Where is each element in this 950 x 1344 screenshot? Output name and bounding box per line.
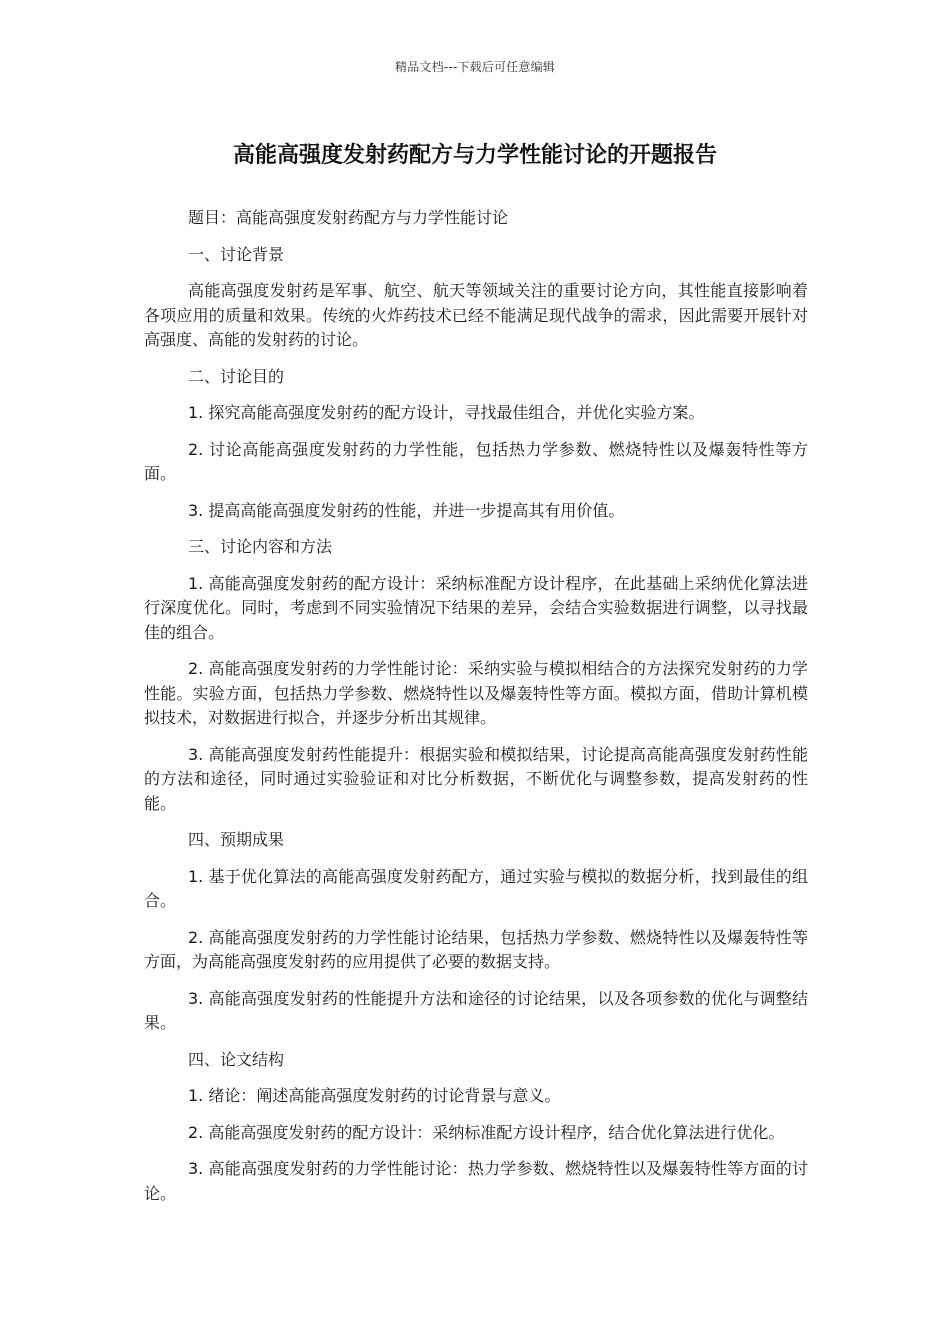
content-item-1: 1. 高能高强度发射药的配方设计：采纳标准配方设计程序，在此基础上采纳优化算法进行深度优化。同时，考虑到不同实验情况下结果的差异，会结合实验数据进行调整，以寻找最佳的组合。	[144, 573, 808, 642]
section-heading-expected-results: 四、预期成果	[188, 830, 285, 849]
section-heading-background: 一、讨论背景	[188, 244, 285, 264]
section-heading-content-methods: 三、讨论内容和方法	[188, 537, 333, 556]
result-item-1: 1. 基于优化算法的高能高强度发射药配方，通过实验与模拟的数据分析，找到最佳的组合。	[144, 866, 808, 910]
section-heading-thesis-structure: 四、论文结构	[188, 1049, 285, 1069]
document-body	[144, 206, 808, 1218]
structure-item-1: 1. 绪论：阐述高能高强度发射药的讨论背景与意义。	[188, 1086, 561, 1105]
purpose-item-2: 2. 讨论高能高强度发射药的力学性能，包括热力学参数、燃烧特性以及爆轰特性等方面。	[144, 439, 808, 483]
content-item-3: 3. 高能高强度发射药性能提升：根据实验和模拟结果，讨论提高高能高强度发射药性能的方法和途径，同时通过实验验证和对比分析数据，不断优化与调整参数，提高发射药的性能。	[144, 744, 808, 813]
structure-item-2: 2. 高能高强度发射药的配方设计：采纳标准配方设计程序，结合优化算法进行优化。	[188, 1122, 785, 1142]
result-item-2: 2. 高能高强度发射药的力学性能讨论结果，包括热力学参数、燃烧特性以及爆轰特性等方面，为高能高强度发射药的应用提供了必要的数据支持。	[144, 927, 808, 971]
content-item-2: 2. 高能高强度发射药的力学性能讨论：采纳实验与模拟相结合的方法探究发射药的力学性能。实验方面，包括热力学参数、燃烧特性以及爆轰特性等方面。模拟方面，借助计算机模拟技术，对数据进行拟合，并逐步分析出其规律。	[144, 659, 808, 727]
background-paragraph: 高能高强度发射药是军事、航空、航天等领域关注的重要讨论方向，其性能直接影响着各项应用的质量和效果。传统的火炸药技术已经不能满足现代战争的需求，因此需要开展针对高强度、高能的发射药的讨论。	[144, 281, 808, 349]
result-item-3: 3. 高能高强度发射药的性能提升方法和途径的讨论结果，以及各项参数的优化与调整结果。	[144, 988, 808, 1032]
page-header: 精品文档---下载后可任意编辑	[395, 60, 555, 74]
purpose-item-3: 3. 提高高能高强度发射药的性能，并进一步提高其有用价值。	[188, 500, 625, 520]
structure-item-3: 3. 高能高强度发射药的力学性能讨论：热力学参数、燃烧特性以及爆轰特性等方面的讨论。	[144, 1159, 808, 1203]
topic-line: 题目：高能高强度发射药配方与力学性能讨论	[188, 208, 509, 227]
document-title: 高能高强度发射药配方与力学性能讨论的开题报告	[232, 143, 717, 168]
section-heading-purpose: 二、讨论目的	[188, 366, 285, 386]
purpose-item-1: 1. 探究高能高强度发射药的配方设计，寻找最佳组合，并优化实验方案。	[188, 403, 705, 422]
